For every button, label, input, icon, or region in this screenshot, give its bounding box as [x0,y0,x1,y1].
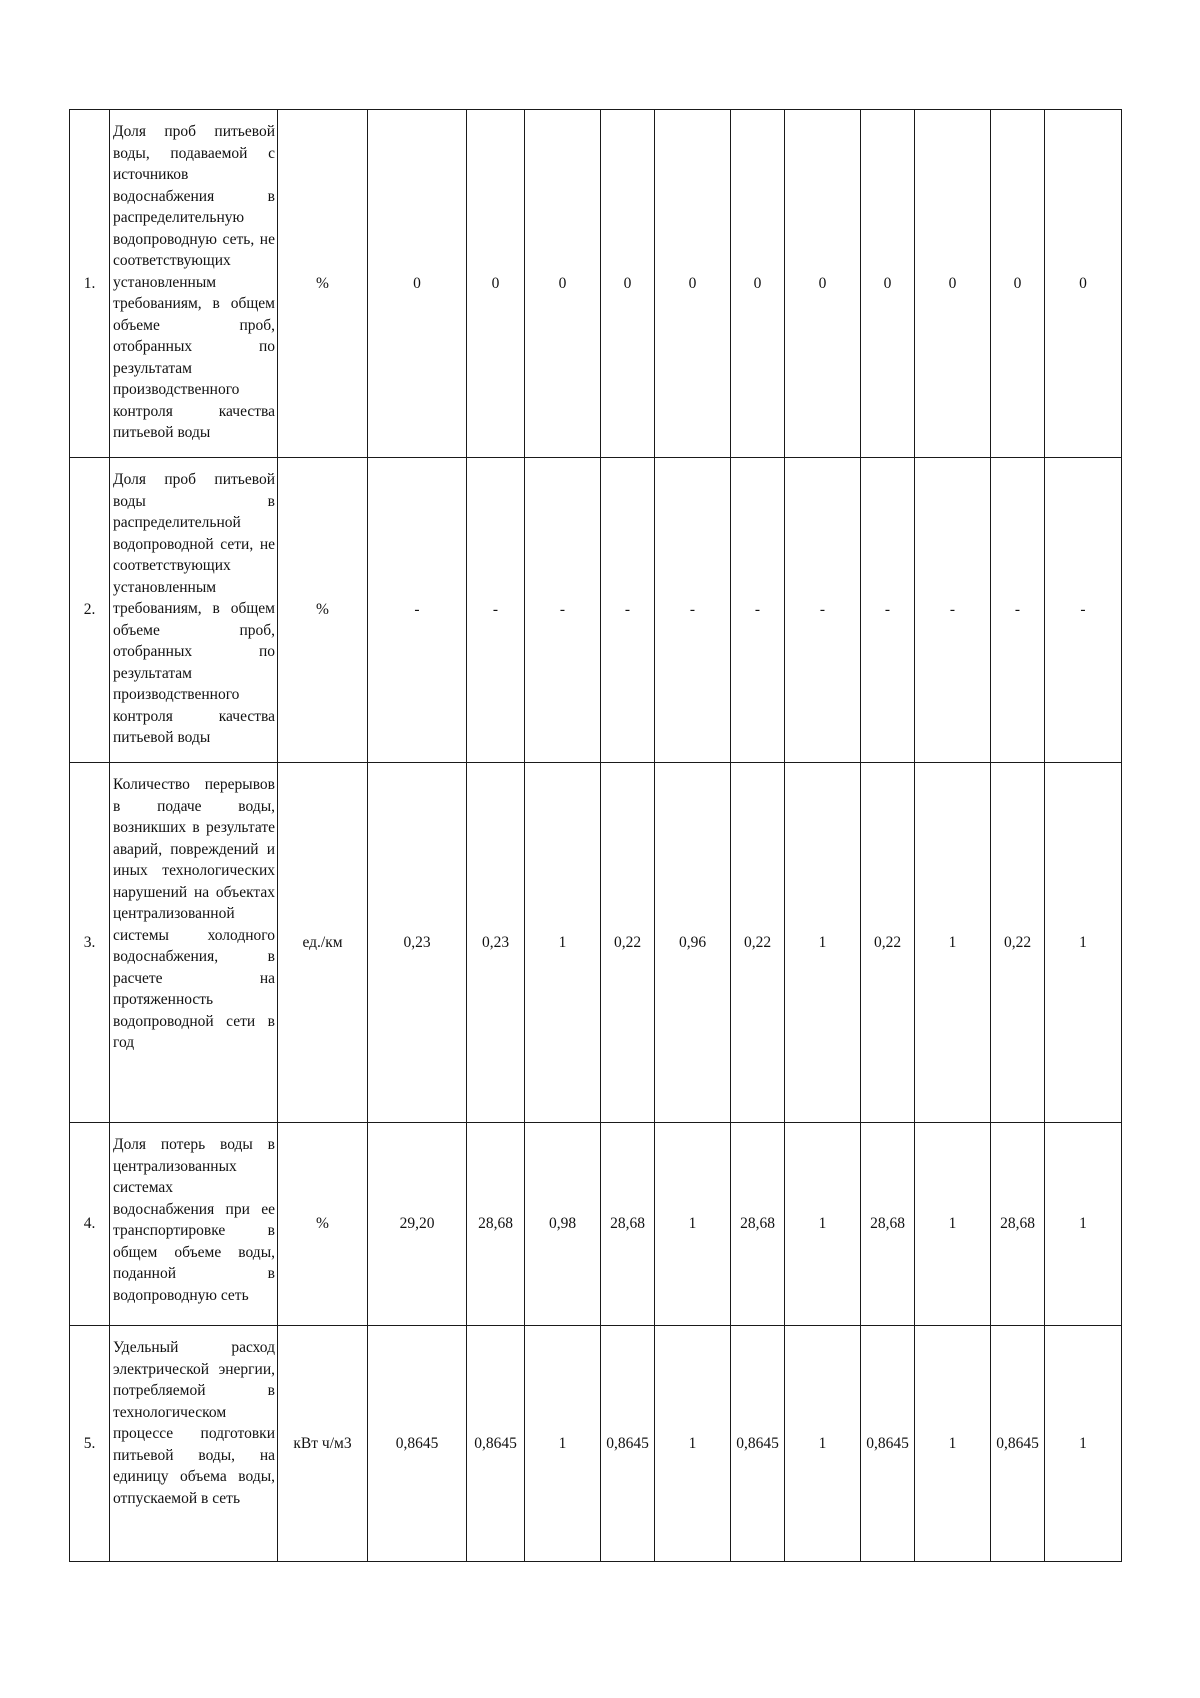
value-cell: 28,68 [601,1123,655,1326]
value-cell: 0,8645 [601,1326,655,1562]
table-row [70,110,1122,458]
value-cell: 28,68 [467,1123,525,1326]
value-cell: 28,68 [991,1123,1045,1326]
value-cell: 28,68 [861,1123,915,1326]
unit-cell: ед./км [278,763,368,1123]
indicator-name: Доля потерь воды в централизованных системах водоснабжения при ее транспортировке в общем объеме воды, поданной в водопроводную сеть [110,1123,278,1326]
row-number: 4. [70,1123,110,1326]
value-cell: 1 [1045,1123,1122,1326]
value-cell: 0,23 [467,763,525,1123]
table-row [70,458,1122,763]
table-row [70,1123,1122,1326]
value-cell: 0 [785,110,861,458]
indicator-name: Удельный расход электрической энергии, потребляемой в технологическом процессе подготовки питьевой воды, на единицу объема воды, отпускаемой в сеть [110,1326,278,1562]
row-number: 5. [70,1326,110,1562]
row-number: 1. [70,110,110,458]
unit-cell: % [278,1123,368,1326]
row-number: 3. [70,763,110,1123]
value-cell: 0,22 [861,763,915,1123]
value-cell: - [601,458,655,763]
value-cell: 1 [1045,1326,1122,1562]
value-cell: 0 [991,110,1045,458]
value-cell: - [915,458,991,763]
indicators-table [69,109,1122,1562]
value-cell: 0 [731,110,785,458]
value-cell: 1 [525,1326,601,1562]
value-cell: 1 [785,1326,861,1562]
value-cell: 0 [655,110,731,458]
table-row [70,763,1122,1123]
value-cell: - [861,458,915,763]
indicator-name: Количество перерывов в подаче воды, возникших в результате аварий, повреждений и иных технологических нарушений на объектах централизованной системы холодного водоснабжения, в расчете на протяженность водопроводной сети в год [110,763,278,1123]
value-cell: 1 [785,763,861,1123]
unit-cell: кВт ч/м3 [278,1326,368,1562]
value-cell: 0 [467,110,525,458]
value-cell: - [655,458,731,763]
value-cell: - [525,458,601,763]
unit-cell: % [278,110,368,458]
indicator-name: Доля проб питьевой воды в распределительной водопроводной сети, не соответствующих установленным требованиям, в общем объеме проб, отобранных по результатам производственного контроля качества питьевой воды [110,458,278,763]
value-cell: 0,8645 [368,1326,467,1562]
value-cell: 1 [1045,763,1122,1123]
value-cell: 0,8645 [991,1326,1045,1562]
value-cell: 0,98 [525,1123,601,1326]
value-cell: 0 [525,110,601,458]
value-cell: 0,23 [368,763,467,1123]
value-cell: 1 [525,763,601,1123]
indicators-table-body [70,110,1122,1562]
value-cell: - [785,458,861,763]
value-cell: - [368,458,467,763]
value-cell: 0,22 [601,763,655,1123]
value-cell: 1 [915,1123,991,1326]
value-cell: 1 [785,1123,861,1326]
value-cell: 0,96 [655,763,731,1123]
value-cell: - [731,458,785,763]
value-cell: 0 [861,110,915,458]
value-cell: 28,68 [731,1123,785,1326]
table-row [70,1326,1122,1562]
unit-cell: % [278,458,368,763]
value-cell: 0 [368,110,467,458]
value-cell: - [1045,458,1122,763]
value-cell: 29,20 [368,1123,467,1326]
value-cell: 1 [655,1326,731,1562]
value-cell: 0 [601,110,655,458]
value-cell: 0 [915,110,991,458]
value-cell: 1 [915,1326,991,1562]
value-cell: 0,8645 [861,1326,915,1562]
value-cell: - [991,458,1045,763]
value-cell: 0,8645 [731,1326,785,1562]
row-number: 2. [70,458,110,763]
value-cell: 0 [1045,110,1122,458]
value-cell: 1 [915,763,991,1123]
value-cell: 0,22 [731,763,785,1123]
value-cell: 0,8645 [467,1326,525,1562]
value-cell: - [467,458,525,763]
value-cell: 0,22 [991,763,1045,1123]
indicator-name: Доля проб питьевой воды, подаваемой с источников водоснабжения в распределительную водопроводную сеть, не соответствующих установленным требованиям, в общем объеме проб, отобранных по результатам производственного контроля качества питьевой воды [110,110,278,458]
value-cell: 1 [655,1123,731,1326]
